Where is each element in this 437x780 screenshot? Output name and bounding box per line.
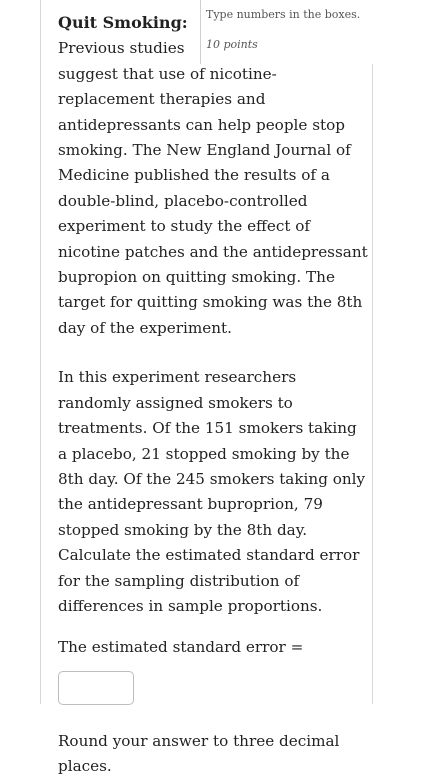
paragraph-2: In this experiment researchers randomly assigned smokers to treatments. Of the 151 smokers taking a placebo, 21 stopped smoking by the 8th day. Of the 245 smokers taking only the antidepressant buproprion, 79 stopped smoking by the 8th day. Calculate the estimated standard error for the sampling distribution of differences in sample proportions. xyxy=(58,368,366,615)
rounding-instruction: Round your answer to three decimal places. xyxy=(58,731,340,776)
instruction-text: Type numbers in the boxes. xyxy=(206,8,361,21)
question-title: Quit Smoking: xyxy=(58,13,188,32)
question-info-box xyxy=(200,0,376,64)
points-label: 10 points xyxy=(206,38,258,51)
question-body xyxy=(58,10,368,780)
paragraph-1: suggest that use of nicotine-replacement therapies and antidepressants can help people stop smoking. The New England Journal of Medicine published the results of a double-blind, placebo-controlled experiment to study the effect of nicotine patches and the antidepressant bupropion on quitting smoking. The target for quitting smoking was the 8th day of the experiment. xyxy=(58,64,368,337)
answer-label: The estimated standard error = xyxy=(58,638,304,657)
intro-first-line: Previous studies xyxy=(58,39,185,58)
